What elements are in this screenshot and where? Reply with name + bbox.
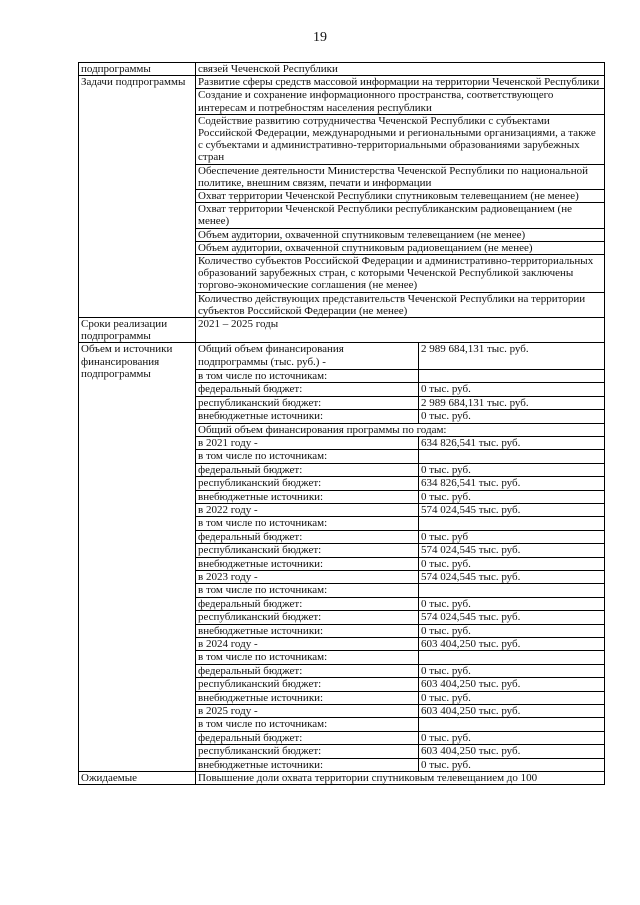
financing-row (196, 383, 604, 396)
financing-amount: 0 тыс. руб. (421, 758, 471, 771)
financing-label: федеральный бюджет: (196, 463, 419, 476)
financing-row (196, 624, 604, 637)
financing-row (196, 410, 604, 423)
financing-label: внебюджетные источники: (196, 490, 419, 503)
financing-amount: 0 тыс. руб. (419, 557, 605, 570)
row-label: Сроки реализации подпрограммы (79, 318, 196, 343)
financing-amount (419, 369, 605, 382)
financing-amount: 603 404,250 тыс. руб. (419, 745, 605, 758)
financing-label: в том числе по источникам: (196, 718, 419, 731)
financing-label: внебюджетные источники: (196, 624, 419, 637)
financing-amount (419, 450, 605, 463)
financing-row (196, 343, 604, 369)
task-item: Развитие сферы средств массовой информации на территории Чеченской Республики (196, 76, 604, 89)
task-item: Содействие развитию сотрудничества Чеченской Республики с субъектами Российской Федерации, международными и региональными организациями, а также с субъектами и административно-территориальными образованиями зарубежных стран (196, 115, 604, 165)
financing-amount: 2 989 684,131 тыс. руб. (419, 343, 605, 369)
row-label: Объем и источники финансирования подпрограммы (79, 343, 196, 772)
financing-heading: Общий объем финансирования программы по годам: (196, 423, 604, 436)
financing-row (196, 758, 604, 771)
financing-row (196, 570, 604, 583)
financing-row (196, 517, 604, 530)
financing-row (196, 611, 604, 624)
financing-row (196, 450, 604, 463)
financing-amount: 0 тыс. руб. (419, 691, 605, 704)
financing-row (196, 530, 604, 543)
financing-amount: 0 тыс. руб. (419, 731, 605, 744)
financing-row (196, 477, 604, 490)
financing-row (196, 597, 604, 610)
financing-label: Общий объем финансирования подпрограммы (тыс. руб.) - (196, 343, 419, 369)
tasks-cell (196, 76, 605, 318)
page-number: 19 (313, 30, 327, 45)
financing-row (196, 638, 604, 651)
financing-row (196, 705, 604, 718)
financing-label: республиканский бюджет: (196, 396, 419, 409)
financing-label: республиканский бюджет: (196, 544, 419, 557)
financing-label: в 2022 году - (196, 503, 419, 516)
financing-label: республиканский бюджет: (196, 678, 419, 691)
table-row (79, 63, 605, 76)
financing-label: в том числе по источникам: (196, 584, 419, 597)
financing-label: республиканский бюджет: (196, 611, 419, 624)
financing-amount: 574 024,545 тыс. руб. (419, 544, 605, 557)
financing-label: федеральный бюджет: (196, 597, 419, 610)
financing-row (196, 584, 604, 597)
task-item: Количество действующих представительств Чеченской Республики на территории субъектов Российской Федерации (не менее) (198, 292, 586, 317)
financing-row (196, 651, 604, 664)
financing-amount: 634 826,541 тыс. руб. (419, 436, 605, 449)
row-value: Повышение доли охвата территории спутниковым телевещанием до 100 (196, 772, 605, 785)
financing-amount: 603 404,250 тыс. руб. (419, 678, 605, 691)
financing-row (196, 745, 604, 758)
program-passport-table (78, 62, 605, 785)
financing-label: федеральный бюджет: (196, 731, 419, 744)
row-value: 2021 – 2025 годы (196, 318, 605, 343)
financing-amount: 603 404,250 тыс. руб. (419, 638, 605, 651)
financing-label: в том числе по источникам: (196, 651, 419, 664)
financing-label: внебюджетные источники: (196, 557, 419, 570)
financing-amount: 0 тыс. руб. (419, 597, 605, 610)
financing-amount: 0 тыс. руб. (419, 490, 605, 503)
financing-row (196, 691, 604, 704)
financing-row (196, 557, 604, 570)
financing-row (196, 664, 604, 677)
financing-label: внебюджетные источники: (196, 410, 419, 423)
financing-label: федеральный бюджет: (196, 383, 419, 396)
row-label: Задачи подпрограммы (79, 76, 196, 318)
financing-amount: 2 989 684,131 тыс. руб. (419, 396, 605, 409)
table-row (79, 76, 605, 318)
financing-amount: 603 404,250 тыс. руб. (419, 705, 605, 718)
financing-cell (196, 343, 605, 772)
financing-label: в том числе по источникам: (196, 517, 419, 530)
task-item: Охват территории Чеченской Республики республиканским радиовещанием (не менее) (196, 203, 604, 228)
financing-row (196, 423, 604, 436)
financing-label: федеральный бюджет: (196, 530, 419, 543)
task-item: Охват территории Чеченской Республики спутниковым телевещанием (не менее) (196, 190, 604, 203)
financing-label: в 2024 году - (196, 638, 419, 651)
financing-row (196, 731, 604, 744)
row-label: подпрограммы (79, 63, 196, 76)
task-item: Создание и сохранение информационного пространства, соответствующего интересам и потребностям населения республики (196, 89, 604, 114)
financing-row (196, 490, 604, 503)
financing-label: в том числе по источникам: (196, 369, 419, 382)
financing-row (196, 678, 604, 691)
task-item: Объем аудитории, охваченной спутниковым телевещанием (не менее) (196, 229, 604, 242)
financing-row (196, 544, 604, 557)
financing-amount (419, 718, 605, 731)
financing-row (196, 369, 604, 382)
financing-label: в том числе по источникам: (196, 450, 419, 463)
financing-amount: 0 тыс. руб. (419, 624, 605, 637)
financing-amount: 634 826,541 тыс. руб. (419, 477, 605, 490)
financing-row (196, 463, 604, 476)
financing-amount: 0 тыс. руб. (419, 410, 605, 423)
financing-row (196, 396, 604, 409)
financing-label: республиканский бюджет: (196, 477, 419, 490)
financing-amount: 574 024,545 тыс. руб. (419, 611, 605, 624)
financing-label: в 2021 году - (196, 436, 419, 449)
financing-amount: 574 024,545 тыс. руб. (419, 570, 605, 583)
financing-amount (419, 517, 605, 530)
financing-amount: 0 тыс. руб. (419, 463, 605, 476)
financing-row (196, 436, 604, 449)
task-item: Количество субъектов Российской Федерации и административно-территориальных образований зарубежных стран, с которыми Чеченской Республикой заключены торгово-экономические соглашения (не менее) (196, 255, 604, 293)
financing-amount: 0 тыс. руб. (419, 383, 605, 396)
financing-amount (419, 584, 605, 597)
financing-label: федеральный бюджет: (196, 664, 419, 677)
table-row (79, 772, 605, 785)
table-row (79, 318, 605, 343)
financing-table (196, 343, 604, 771)
task-item: Объем аудитории, охваченной спутниковым радиовещанием (не менее) (196, 242, 604, 255)
financing-amount: 0 тыс. руб. (419, 664, 605, 677)
row-label: Ожидаемые (79, 772, 196, 785)
row-value: связей Чеченской Республики (196, 63, 605, 76)
financing-label: внебюджетные источники: (196, 758, 419, 771)
financing-row (196, 718, 604, 731)
financing-label: республиканский бюджет: (196, 745, 419, 758)
financing-amount: 574 024,545 тыс. руб. (419, 503, 605, 516)
financing-amount: 0 тыс. руб (419, 530, 605, 543)
financing-label: в 2023 году - (196, 570, 419, 583)
financing-label: внебюджетные источники: (196, 691, 419, 704)
financing-label: в 2025 году - (196, 705, 419, 718)
financing-amount (419, 651, 605, 664)
financing-row (196, 503, 604, 516)
table-row (79, 343, 605, 772)
task-item: Обеспечение деятельности Министерства Чеченской Республики по национальной политике, внешним связям, печати и информации (196, 165, 604, 190)
